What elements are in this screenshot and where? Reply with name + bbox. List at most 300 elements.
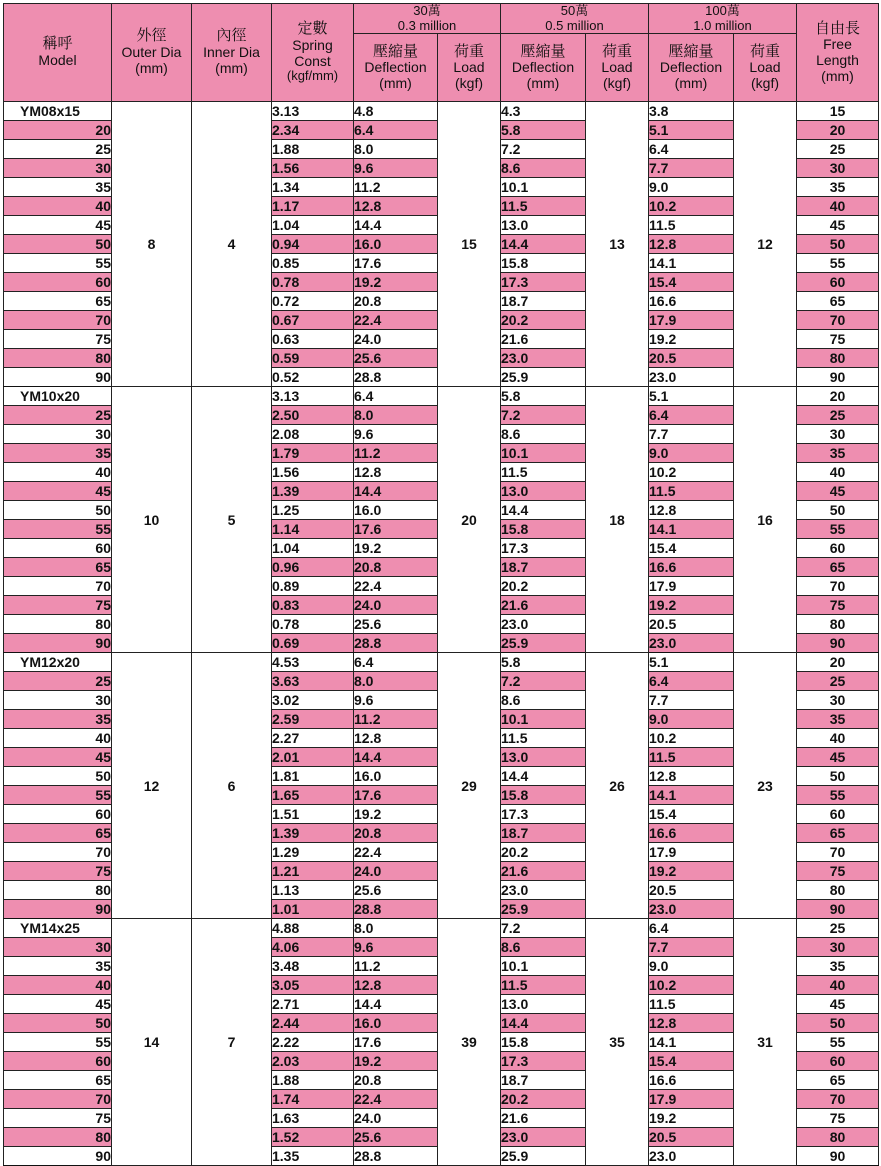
free-length-cell: 20 [797,653,879,672]
deflection-300k-cell: 16.0 [354,235,438,254]
model-cell: 35 [4,178,112,197]
deflection-1m-cell: 9.0 [649,178,734,197]
spring-const-cell: 0.85 [272,254,354,273]
spring-const-cell: 3.05 [272,976,354,995]
spring-const-cell: 2.71 [272,995,354,1014]
deflection-300k-cell: 12.8 [354,729,438,748]
load-500k-cell: 13 [586,102,649,387]
deflection-500k-cell: 20.2 [501,843,586,862]
header-inner-zh: 內徑 [216,27,247,45]
deflection-1m-cell: 20.5 [649,349,734,368]
deflection-1m-cell: 15.4 [649,805,734,824]
model-cell: 70 [4,843,112,862]
model-cell: 40 [4,729,112,748]
deflection-500k-cell: 5.8 [501,653,586,672]
model-cell: 50 [4,501,112,520]
deflection-500k-cell: 18.7 [501,292,586,311]
deflection-500k-cell: 10.1 [501,957,586,976]
model-cell: 25 [4,672,112,691]
spring-const-cell: 1.34 [272,178,354,197]
free-length-cell: 40 [797,729,879,748]
spring-const-cell: 1.13 [272,881,354,900]
load-500k-cell: 18 [586,387,649,653]
spring-const-cell: 1.74 [272,1090,354,1109]
header-life-300k [354,4,501,34]
deflection-1m-cell: 5.1 [649,121,734,140]
deflection-1m-cell: 12.8 [649,1014,734,1033]
deflection-300k-cell: 14.4 [354,482,438,501]
deflection-300k-cell: 8.0 [354,919,438,938]
deflection-500k-cell: 18.7 [501,1071,586,1090]
deflection-500k-cell: 8.6 [501,159,586,178]
deflection-300k-cell: 17.6 [354,520,438,539]
deflection-500k-cell: 14.4 [501,1014,586,1033]
deflection-1m-cell: 20.5 [649,1128,734,1147]
model-cell: 40 [4,976,112,995]
deflection-1m-cell: 23.0 [649,634,734,653]
deflection-300k-cell: 28.8 [354,900,438,919]
free-length-cell: 40 [797,197,879,216]
spring-const-cell: 4.53 [272,653,354,672]
model-cell: 60 [4,805,112,824]
model-cell: 60 [4,1052,112,1071]
deflection-500k-cell: 15.8 [501,786,586,805]
spring-const-cell: 2.59 [272,710,354,729]
header-deflection-1m [649,34,734,102]
deflection-1m-cell: 9.0 [649,957,734,976]
deflection-500k-cell: 17.3 [501,805,586,824]
spring-const-cell: 2.27 [272,729,354,748]
free-length-cell: 25 [797,140,879,159]
spring-const-cell: 2.34 [272,121,354,140]
free-length-cell: 35 [797,710,879,729]
header-deflection-en: Deflection [511,59,575,76]
header-spring-en1: Spring [292,37,333,53]
spring-const-cell: 1.88 [272,140,354,159]
spring-const-cell: 1.14 [272,520,354,539]
deflection-500k-cell: 18.7 [501,824,586,843]
deflection-1m-cell: 11.5 [649,995,734,1014]
header-load-unit: (kgf) [603,74,631,91]
deflection-500k-cell: 13.0 [501,482,586,501]
deflection-300k-cell: 22.4 [354,1090,438,1109]
spring-const-cell: 1.52 [272,1128,354,1147]
header-load-zh: 荷重 [601,42,632,60]
deflection-500k-cell: 20.2 [501,1090,586,1109]
model-cell: 40 [4,197,112,216]
load-1m-cell: 23 [734,653,797,919]
deflection-300k-cell: 12.8 [354,463,438,482]
load-1m-cell: 31 [734,919,797,1166]
deflection-1m-cell: 19.2 [649,1109,734,1128]
free-length-cell: 20 [797,121,879,140]
deflection-500k-cell: 8.6 [501,938,586,957]
deflection-1m-cell: 23.0 [649,1147,734,1166]
free-length-cell: 55 [797,520,879,539]
model-cell: 45 [4,216,112,235]
deflection-1m-cell: 5.1 [649,387,734,406]
free-length-cell: 75 [797,1109,879,1128]
inner-dia-cell: 5 [192,387,272,653]
free-length-cell: 30 [797,159,879,178]
deflection-1m-cell: 15.4 [649,273,734,292]
deflection-500k-cell: 17.3 [501,1052,586,1071]
header-load-zh: 荷重 [453,42,484,60]
deflection-500k-cell: 11.5 [501,729,586,748]
deflection-1m-cell: 12.8 [649,235,734,254]
spring-const-cell: 1.51 [272,805,354,824]
deflection-300k-cell: 14.4 [354,216,438,235]
deflection-500k-cell: 13.0 [501,748,586,767]
deflection-300k-cell: 12.8 [354,197,438,216]
header-deflection-en: Deflection [659,59,723,76]
free-length-cell: 70 [797,1090,879,1109]
header-spring-zh: 定數 [297,20,328,38]
model-cell: 90 [4,900,112,919]
deflection-1m-cell: 6.4 [649,919,734,938]
header-load-unit: (kgf) [455,74,483,91]
free-length-cell: 50 [797,235,879,254]
free-length-cell: 50 [797,767,879,786]
model-cell: YM08x15 [4,102,112,121]
load-500k-cell: 26 [586,653,649,919]
spring-const-cell: 0.67 [272,311,354,330]
free-length-cell: 70 [797,843,879,862]
model-cell: 55 [4,786,112,805]
model-cell: 30 [4,938,112,957]
header-spring-unit: (kgf/mm) [286,68,339,84]
deflection-1m-cell: 19.2 [649,596,734,615]
model-cell: 35 [4,710,112,729]
deflection-500k-cell: 15.8 [501,254,586,273]
deflection-500k-cell: 21.6 [501,596,586,615]
spring-const-cell: 1.65 [272,786,354,805]
deflection-500k-cell: 23.0 [501,615,586,634]
load-300k-cell: 20 [438,387,501,653]
model-cell: 75 [4,330,112,349]
deflection-1m-cell: 10.2 [649,463,734,482]
header-free-en1: Free [823,36,852,53]
deflection-500k-cell: 25.9 [501,634,586,653]
header-life-500k [501,4,649,34]
header-deflection-zh: 壓縮量 [372,42,418,60]
free-length-cell: 60 [797,273,879,292]
deflection-300k-cell: 28.8 [354,634,438,653]
deflection-1m-cell: 20.5 [649,615,734,634]
free-length-cell: 45 [797,748,879,767]
free-length-cell: 80 [797,1128,879,1147]
deflection-1m-cell: 16.6 [649,558,734,577]
free-length-cell: 55 [797,254,879,273]
header-model-en: Model [38,52,77,69]
spring-const-cell: 1.88 [272,1071,354,1090]
deflection-300k-cell: 9.6 [354,159,438,178]
spring-const-cell: 4.88 [272,919,354,938]
model-cell: 30 [4,691,112,710]
deflection-500k-cell: 11.5 [501,463,586,482]
header-load-en: Load [749,59,781,76]
outer-dia-cell: 12 [112,653,192,919]
deflection-1m-cell: 7.7 [649,159,734,178]
header-outer-zh: 外徑 [136,27,167,45]
model-cell: 55 [4,520,112,539]
deflection-500k-cell: 11.5 [501,197,586,216]
deflection-500k-cell: 21.6 [501,862,586,881]
model-cell: 35 [4,444,112,463]
deflection-500k-cell: 7.2 [501,919,586,938]
deflection-1m-cell: 14.1 [649,1033,734,1052]
table-header [4,4,879,102]
header-deflection-unit: (mm) [526,74,560,91]
spring-const-cell: 1.79 [272,444,354,463]
model-cell: 90 [4,1147,112,1166]
free-length-cell: 45 [797,482,879,501]
outer-dia-cell: 8 [112,102,192,387]
model-cell: 35 [4,957,112,976]
model-cell: 50 [4,767,112,786]
spring-const-cell: 1.35 [272,1147,354,1166]
deflection-300k-cell: 8.0 [354,406,438,425]
spring-spec-table [3,3,879,1166]
model-cell: 60 [4,539,112,558]
deflection-300k-cell: 22.4 [354,311,438,330]
deflection-300k-cell: 12.8 [354,976,438,995]
header-life-1m-zh: 100萬 [705,3,740,18]
deflection-500k-cell: 7.2 [501,672,586,691]
load-1m-cell: 16 [734,387,797,653]
deflection-500k-cell: 10.1 [501,710,586,729]
free-length-cell: 20 [797,387,879,406]
header-load-en: Load [601,59,633,76]
deflection-1m-cell: 12.8 [649,501,734,520]
header-life-1m-en: 1.0 million [693,17,752,33]
header-load-300k [438,34,501,102]
load-1m-cell: 12 [734,102,797,387]
deflection-500k-cell: 8.6 [501,691,586,710]
deflection-500k-cell: 4.3 [501,102,586,121]
free-length-cell: 50 [797,501,879,520]
header-life-300k-en: 0.3 million [397,17,457,33]
header-deflection-unit: (mm) [379,74,412,91]
deflection-1m-cell: 15.4 [649,539,734,558]
inner-dia-cell: 4 [192,102,272,387]
deflection-1m-cell: 11.5 [649,216,734,235]
inner-dia-cell: 6 [192,653,272,919]
spring-const-cell: 3.48 [272,957,354,976]
header-deflection-500k [501,34,586,102]
free-length-cell: 75 [797,862,879,881]
deflection-1m-cell: 11.5 [649,482,734,501]
spring-const-cell: 0.78 [272,615,354,634]
free-length-cell: 40 [797,463,879,482]
spring-const-cell: 1.63 [272,1109,354,1128]
spring-const-cell: 1.25 [272,501,354,520]
header-life-500k-en: 0.5 million [545,17,604,33]
deflection-300k-cell: 17.6 [354,786,438,805]
model-cell: 45 [4,482,112,501]
model-cell: 45 [4,995,112,1014]
free-length-cell: 25 [797,672,879,691]
deflection-300k-cell: 28.8 [354,368,438,387]
free-length-cell: 60 [797,805,879,824]
deflection-500k-cell: 23.0 [501,881,586,900]
spring-const-cell: 3.13 [272,387,354,406]
free-length-cell: 65 [797,292,879,311]
free-length-cell: 15 [797,102,879,121]
deflection-500k-cell: 21.6 [501,330,586,349]
header-free-zh: 自由長 [814,19,860,37]
model-cell: 75 [4,1109,112,1128]
model-cell: YM12x20 [4,653,112,672]
deflection-500k-cell: 15.8 [501,520,586,539]
free-length-cell: 30 [797,691,879,710]
spring-const-cell: 2.08 [272,425,354,444]
deflection-500k-cell: 18.7 [501,558,586,577]
deflection-300k-cell: 24.0 [354,596,438,615]
spring-const-cell: 0.83 [272,596,354,615]
model-cell: 80 [4,349,112,368]
model-cell: 55 [4,254,112,273]
deflection-1m-cell: 23.0 [649,900,734,919]
deflection-500k-cell: 20.2 [501,577,586,596]
spring-const-cell: 2.22 [272,1033,354,1052]
spring-const-cell: 1.39 [272,482,354,501]
deflection-1m-cell: 7.7 [649,425,734,444]
model-cell: 65 [4,1071,112,1090]
free-length-cell: 40 [797,976,879,995]
spring-const-cell: 1.01 [272,900,354,919]
free-length-cell: 90 [797,900,879,919]
spring-const-cell: 3.13 [272,102,354,121]
deflection-1m-cell: 10.2 [649,976,734,995]
spring-group [4,102,879,387]
spring-const-cell: 4.06 [272,938,354,957]
deflection-300k-cell: 28.8 [354,1147,438,1166]
deflection-500k-cell: 25.9 [501,900,586,919]
model-cell: 30 [4,159,112,178]
model-cell: 65 [4,824,112,843]
header-inner-unit: (mm) [215,59,248,76]
model-cell: 70 [4,311,112,330]
spring-const-cell: 1.04 [272,539,354,558]
spring-const-cell: 2.44 [272,1014,354,1033]
model-cell: 90 [4,368,112,387]
deflection-1m-cell: 7.7 [649,938,734,957]
deflection-300k-cell: 20.8 [354,558,438,577]
free-length-cell: 60 [797,539,879,558]
deflection-1m-cell: 16.6 [649,824,734,843]
header-life-1m [649,4,797,34]
deflection-300k-cell: 11.2 [354,957,438,976]
deflection-300k-cell: 16.0 [354,501,438,520]
deflection-300k-cell: 11.2 [354,178,438,197]
spring-group [4,919,879,1166]
deflection-1m-cell: 19.2 [649,330,734,349]
free-length-cell: 35 [797,444,879,463]
model-cell: YM10x20 [4,387,112,406]
deflection-300k-cell: 6.4 [354,653,438,672]
deflection-1m-cell: 9.0 [649,710,734,729]
deflection-500k-cell: 17.3 [501,539,586,558]
deflection-300k-cell: 17.6 [354,1033,438,1052]
deflection-1m-cell: 16.6 [649,1071,734,1090]
deflection-1m-cell: 23.0 [649,368,734,387]
deflection-300k-cell: 19.2 [354,273,438,292]
free-length-cell: 80 [797,615,879,634]
deflection-300k-cell: 16.0 [354,767,438,786]
model-cell: 30 [4,425,112,444]
deflection-500k-cell: 10.1 [501,444,586,463]
deflection-300k-cell: 20.8 [354,824,438,843]
deflection-300k-cell: 22.4 [354,577,438,596]
spring-const-cell: 0.78 [272,273,354,292]
spring-const-cell: 1.81 [272,767,354,786]
deflection-300k-cell: 16.0 [354,1014,438,1033]
header-load-en: Load [453,59,485,76]
outer-dia-cell: 10 [112,387,192,653]
free-length-cell: 90 [797,368,879,387]
deflection-300k-cell: 4.8 [354,102,438,121]
model-cell: 75 [4,862,112,881]
deflection-500k-cell: 20.2 [501,311,586,330]
header-load-1m [734,34,797,102]
deflection-1m-cell: 6.4 [649,672,734,691]
deflection-300k-cell: 6.4 [354,121,438,140]
deflection-500k-cell: 5.8 [501,387,586,406]
load-500k-cell: 35 [586,919,649,1166]
free-length-cell: 60 [797,1052,879,1071]
deflection-500k-cell: 14.4 [501,501,586,520]
free-length-cell: 65 [797,1071,879,1090]
deflection-300k-cell: 8.0 [354,672,438,691]
model-cell: 50 [4,235,112,254]
deflection-500k-cell: 7.2 [501,140,586,159]
spring-const-cell: 0.59 [272,349,354,368]
model-cell: 65 [4,292,112,311]
load-300k-cell: 39 [438,919,501,1166]
spring-const-cell: 1.56 [272,159,354,178]
model-cell: 70 [4,1090,112,1109]
header-load-zh: 荷重 [749,42,780,60]
free-length-cell: 35 [797,178,879,197]
deflection-500k-cell: 14.4 [501,235,586,254]
header-load-500k [586,34,649,102]
model-cell: 20 [4,121,112,140]
deflection-300k-cell: 9.6 [354,938,438,957]
deflection-500k-cell: 5.8 [501,121,586,140]
spring-const-cell: 0.89 [272,577,354,596]
deflection-500k-cell: 25.9 [501,1147,586,1166]
deflection-300k-cell: 6.4 [354,387,438,406]
model-cell: 80 [4,1128,112,1147]
spring-const-cell: 2.03 [272,1052,354,1071]
deflection-300k-cell: 24.0 [354,862,438,881]
spring-const-cell: 0.94 [272,235,354,254]
load-300k-cell: 29 [438,653,501,919]
deflection-300k-cell: 25.6 [354,1128,438,1147]
spring-const-cell: 0.52 [272,368,354,387]
spring-const-cell: 3.02 [272,691,354,710]
deflection-1m-cell: 6.4 [649,406,734,425]
deflection-1m-cell: 10.2 [649,197,734,216]
header-inner-dia [192,4,272,102]
header-life-300k-zh: 30萬 [413,3,441,18]
header-load-unit: (kgf) [751,74,779,91]
deflection-1m-cell: 19.2 [649,862,734,881]
header-outer-dia [112,4,192,102]
deflection-300k-cell: 11.2 [354,710,438,729]
spring-const-cell: 2.50 [272,406,354,425]
